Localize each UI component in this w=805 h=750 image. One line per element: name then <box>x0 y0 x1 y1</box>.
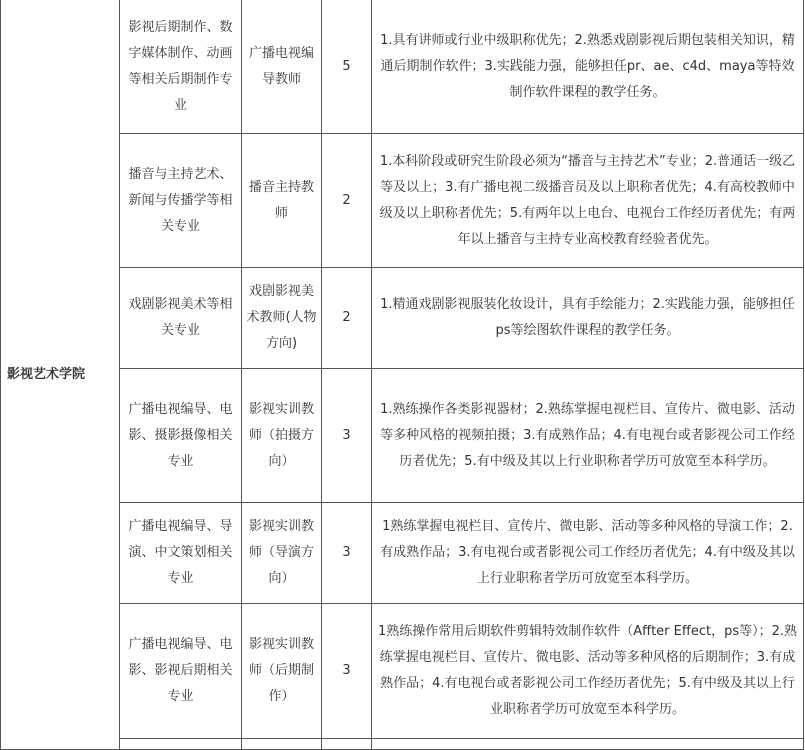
table-row <box>1 0 804 134</box>
position-cell: 播音主持教师 <box>242 134 322 268</box>
major-cell: 广播电视编导、电影、摄影摄像相关专业 <box>120 369 242 503</box>
requirements-cell: 1.本科阶段或研究生阶段必须为“播音与主持艺术”专业；2.普通话一级乙等及以上；3.有广播电视二级播音员及以上职称者优先；4.有高校教师中级及以上职称者优先；5.有两年以上电台、电视台工作经历者优先；有两年以上播音与主持专业高校教育经验者优先。 <box>372 134 804 268</box>
table-row <box>1 134 804 268</box>
requirements-cell: 1.熟练操作各类影视器材；2.熟练掌握电视栏目、宣传片、微电影、活动等多种风格的视频拍摄；3.有成熟作品；4.有电视台或者影视公司工作经历者优先；5.有中级及其以上行业职称者学历可放宽至本科学历。 <box>372 369 804 503</box>
table-row <box>1 268 804 369</box>
table-row <box>1 604 804 739</box>
major-cell: 影视后期制作、数字媒体制作、动画等相关后期制作专业 <box>120 0 242 134</box>
count-cell: 3 <box>322 604 372 739</box>
count-cell: 3 <box>322 369 372 503</box>
position-cell: 戏剧影视美术教师(人物方向) <box>242 268 322 369</box>
table-row <box>1 369 804 503</box>
table-row <box>1 739 804 750</box>
department-cell: 影视艺术学院 <box>1 0 120 750</box>
major-cell: 播音与主持艺术、新闻与传播学等相关专业 <box>120 134 242 268</box>
empty-cell <box>242 739 322 750</box>
requirements-cell: 1熟练掌握电视栏目、宣传片、微电影、活动等多种风格的导演工作；2.有成熟作品；3.有电视台或者影视公司工作经历者优先；4.有中级及其以上行业职称者学历可放宽至本科学历。 <box>372 503 804 604</box>
count-cell: 5 <box>322 0 372 134</box>
position-cell: 广播电视编导教师 <box>242 0 322 134</box>
major-cell: 广播电视编导、电影、影视后期相关专业 <box>120 604 242 739</box>
requirements-cell: 1.具有讲师或行业中级职称优先；2.熟悉戏剧影视后期包装相关知识，精通后期制作软件；3.实践能力强，能够担任pr、ae、c4d、maya等特效制作软件课程的教学任务。 <box>372 0 804 134</box>
position-cell: 影视实训教师（拍摄方向） <box>242 369 322 503</box>
empty-cell <box>372 739 804 750</box>
empty-cell <box>322 739 372 750</box>
count-cell: 3 <box>322 503 372 604</box>
requirements-cell: 1熟练操作常用后期软件剪辑特效制作软件（Affter Effect，ps等）；2.熟练掌握电视栏目、宣传片、微电影、活动等多种风格的后期制作；3.有成熟作品；4.有电视台或者影视公司工作经历者优先；5.有中级及其以上行业职称者学历可放宽至本科学历。 <box>372 604 804 739</box>
table-row <box>1 503 804 604</box>
requirements-cell: 1.精通戏剧影视服装化妆设计，具有手绘能力；2.实践能力强，能够担任ps等绘图软件课程的教学任务。 <box>372 268 804 369</box>
position-cell: 影视实训教师（导演方向） <box>242 503 322 604</box>
major-cell: 广播电视编导、导演、中文策划相关专业 <box>120 503 242 604</box>
count-cell: 2 <box>322 134 372 268</box>
count-cell: 2 <box>322 268 372 369</box>
empty-cell <box>120 739 242 750</box>
position-cell: 影视实训教师（后期制作） <box>242 604 322 739</box>
major-cell: 戏剧影视美术等相关专业 <box>120 268 242 369</box>
